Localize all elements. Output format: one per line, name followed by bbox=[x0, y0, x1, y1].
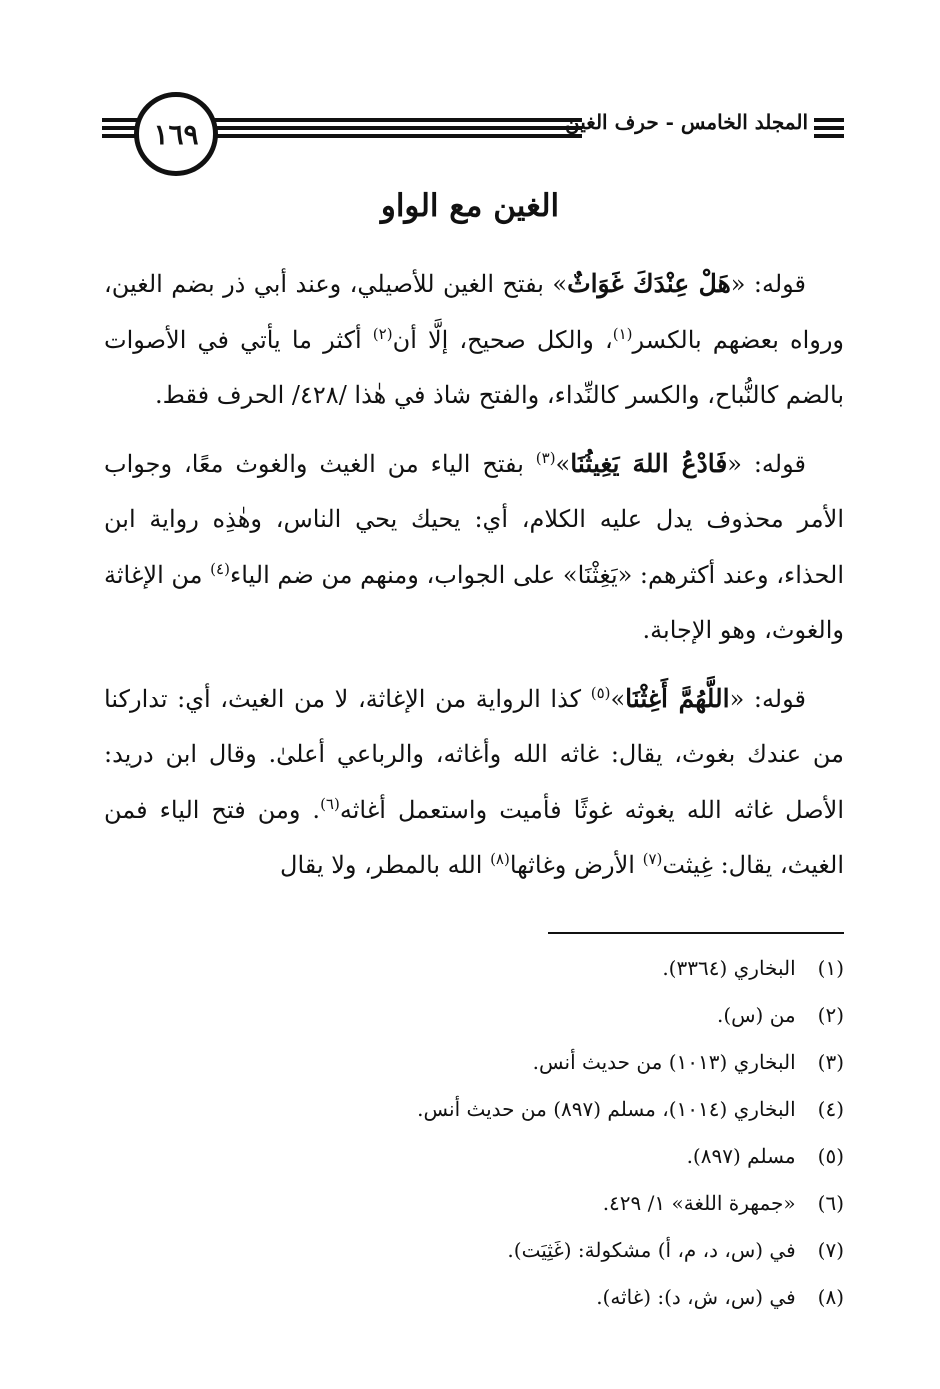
footnote-number: (٦) bbox=[817, 1191, 844, 1215]
paragraph bbox=[104, 671, 844, 894]
header-rule bbox=[814, 126, 844, 130]
footnote-number: (٨) bbox=[817, 1285, 844, 1309]
header-rule bbox=[814, 118, 844, 122]
running-title: المجلد الخامس - حرف الغين bbox=[565, 110, 808, 134]
paragraph-text: الأرض وغاثها bbox=[509, 851, 643, 879]
paragraph-text: ، والكل صحيح، إلَّا أن bbox=[392, 325, 613, 354]
footnote-ref: (٨) bbox=[490, 850, 510, 868]
paragraph-text: أكثر ما يأتي في الأصوات بالضم كالنُّباح، والكسر كالنِّداء، والفتح شاذ في هٰذا /٤٢٨/ الحرف فقط. bbox=[104, 325, 844, 409]
footnote-text: في (س، د، م، أ) مشكولة: (غَثِيَت). bbox=[507, 1238, 796, 1262]
footnote bbox=[104, 945, 844, 992]
page-header bbox=[102, 92, 844, 178]
footnote-ref: (٧) bbox=[642, 850, 663, 868]
footnote-ref: (٦) bbox=[320, 794, 340, 813]
page-number-circle bbox=[134, 92, 218, 176]
footnote-text: البخاري (١٠١٤)، مسلم (٨٩٧) من حديث أنس. bbox=[417, 1097, 796, 1121]
footnote-number: (٣) bbox=[817, 1050, 844, 1074]
paragraph-text: » bbox=[610, 684, 626, 713]
main-text bbox=[104, 256, 844, 906]
header-rule bbox=[212, 126, 582, 130]
footnote-ref: (٥) bbox=[590, 683, 611, 702]
footnotes bbox=[104, 945, 844, 1321]
header-rule bbox=[212, 134, 582, 138]
footnote-text: من (س). bbox=[716, 1003, 796, 1027]
paragraph-text: كذا الرواية من الإغاثة، لا من الغيث، أي: تداركنا من عندك بغوث، يقال: غاثه الله وأغاثه، والرباعي أعلىٰ. وقال ابن دريد: الأصل غاثه الله يغوثه غوثًا فأميت واستعمل أغاثه bbox=[104, 684, 844, 824]
hadith-quote: فَادْعُ اللهَ يَغِيثُنَا bbox=[570, 448, 728, 478]
header-rule bbox=[814, 134, 844, 138]
footnote-number: (٧) bbox=[817, 1238, 844, 1262]
footnote-ref: (١) bbox=[612, 324, 633, 343]
paragraph-lead: قوله: « bbox=[727, 449, 806, 478]
footnote-text: «جمهرة اللغة» ١/ ٤٢٩. bbox=[602, 1191, 796, 1215]
footnote-ref: (٣) bbox=[535, 448, 556, 467]
footnote bbox=[104, 992, 844, 1039]
footnote-number: (٢) bbox=[817, 1003, 844, 1027]
footnote-text: في (س، ش، د): (غاثه). bbox=[596, 1285, 796, 1309]
footnote bbox=[104, 1227, 844, 1274]
section-title: الغين مع الواو bbox=[380, 188, 560, 224]
paragraph-text: الله بالمطر، ولا يقال bbox=[280, 851, 491, 879]
paragraph bbox=[104, 256, 844, 424]
footnote bbox=[104, 1274, 844, 1321]
paragraph-lead: قوله: « bbox=[730, 270, 807, 298]
footnote-ref: (٢) bbox=[372, 324, 393, 343]
page-number: ١٦٩ bbox=[153, 117, 199, 151]
hadith-quote: هَلْ عِنْدَكَ غَوَاثٌ bbox=[567, 269, 731, 298]
paragraph-lead: قوله: « bbox=[729, 684, 806, 713]
paragraph-text: . ومن فتح الياء فمن الغيث، يقال: غِيثت bbox=[104, 795, 844, 879]
header-rule bbox=[212, 118, 582, 122]
paragraph bbox=[104, 436, 844, 659]
footnote-text: البخاري (٣٣٦٤). bbox=[662, 956, 796, 980]
footnote-text: البخاري (١٠١٣) من حديث أنس. bbox=[532, 1050, 796, 1074]
paragraph-text: بفتح الياء من الغيث والغوث معًا، وجواب الأمر محذوف يدل عليه الكلام، أي: يحيك يحي الناس، وهٰذِه رواية ابن الحذاء، وعند أكثرهم: «يَغِثْنَا» على الجواب، ومنهم من ضم الياء bbox=[104, 449, 844, 589]
footnote-number: (١) bbox=[817, 956, 844, 980]
footnote bbox=[104, 1039, 844, 1086]
paragraph-text: » بفتح الغين للأصيلي، وعند أبي ذر بضم الغين، ورواه بعضهم بالكسر bbox=[104, 270, 845, 354]
footnote-number: (٤) bbox=[817, 1097, 844, 1121]
footnote bbox=[104, 1180, 844, 1227]
footnote-ref: (٤) bbox=[210, 559, 230, 578]
footnote bbox=[104, 1133, 844, 1180]
footnote bbox=[104, 1086, 844, 1133]
hadith-quote: اللَّهُمَّ أَغِثْنَا bbox=[625, 683, 730, 713]
paragraph-text: من الإغاثة والغوث، وهو الإجابة. bbox=[104, 560, 844, 644]
footnote-number: (٥) bbox=[817, 1144, 844, 1168]
paragraph-text: » bbox=[555, 449, 571, 478]
footnote-divider bbox=[548, 932, 844, 934]
footnote-text: مسلم (٨٩٧). bbox=[686, 1144, 796, 1168]
